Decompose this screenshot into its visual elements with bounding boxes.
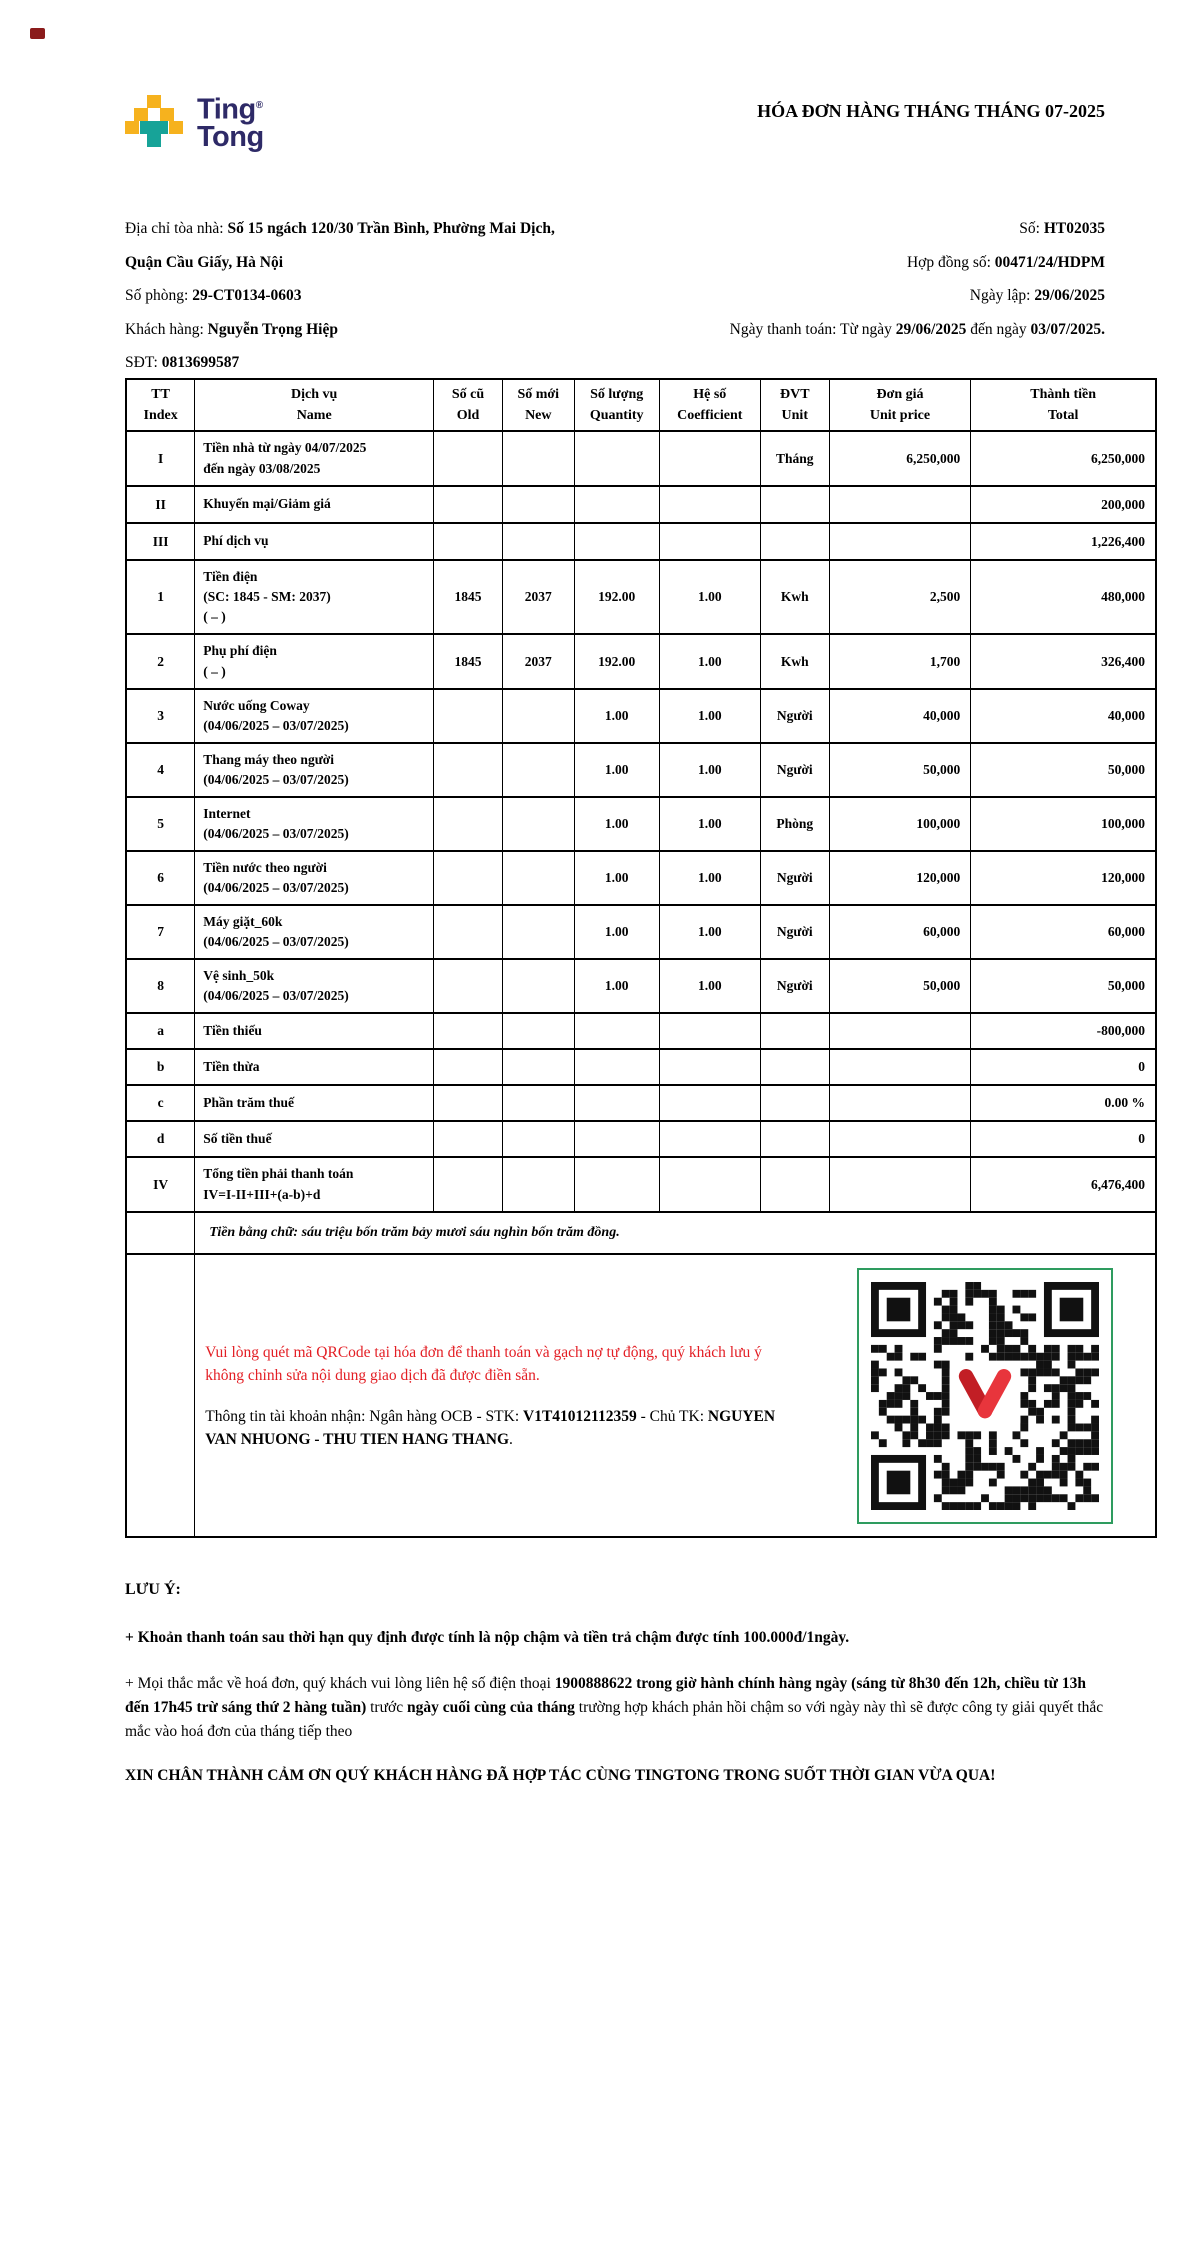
unit-price [829,486,971,523]
invoice-info [125,212,1105,380]
qr-payment-note: Vui lòng quét mã QRCode tại hóa đơn để thanh toán và gạch nợ tự động, quý khách lưu ý không chỉnh sửa nội dung giao dịch đã được điền sẵn. [205,1343,762,1384]
old-reading [434,743,503,797]
col-header-old: Số cũ Old [434,379,503,431]
total: 0 [971,1121,1156,1157]
row-index: c [126,1085,195,1121]
unit-price: 120,000 [829,851,971,905]
new-reading [502,486,574,523]
new-reading [502,1013,574,1049]
unit-price [829,1157,971,1212]
col-header-total: Thành tiền Total [971,379,1156,431]
page-title: HÓA ĐƠN HÀNG THÁNG THÁNG 07-2025 [757,101,1105,121]
quantity: 1.00 [574,689,659,743]
table-row [126,1013,1156,1049]
row-index: I [126,431,195,486]
address-label: Địa chỉ tòa nhà: [125,220,228,237]
note-late-payment: + Khoản thanh toán sau thời hạn quy định được tính là nộp chậm và tiền trả chậm được tính 100.000đ/1ngày. [125,1629,850,1646]
info-row [125,346,1105,380]
col-header-unit: ĐVT Unit [760,379,829,431]
unit [760,486,829,523]
qr-code-image [871,1282,1099,1510]
unit: Kwh [760,634,829,689]
quantity: 192.00 [574,560,659,634]
service-name: Máy giặt_60k (04/06/2025 – 03/07/2025) [195,905,434,959]
notes-heading: LƯU Ý: [125,1581,181,1598]
table-row [126,1121,1156,1157]
total: -800,000 [971,1013,1156,1049]
table-header-row [126,379,1156,431]
row-index: 6 [126,851,195,905]
old-reading [434,851,503,905]
info-row [125,279,1105,313]
tingtong-logo-icon [125,95,183,148]
coefficient [659,431,760,486]
service-name: Số tiền thuế [195,1121,434,1157]
note-segment: ngày cuối cùng của tháng [406,1699,575,1716]
new-reading [502,743,574,797]
closing-thanks: XIN CHÂN THÀNH CẢM ƠN QUÝ KHÁCH HÀNG ĐÃ HỢP TÁC CÙNG TINGTONG TRONG SUỐT THỜI GIAN VỪA QUA! [125,1767,996,1784]
row-index: 2 [126,634,195,689]
quantity: 1.00 [574,905,659,959]
quantity [574,1013,659,1049]
coefficient: 1.00 [659,634,760,689]
total: 200,000 [971,486,1156,523]
old-reading: 1845 [434,634,503,689]
row-index: III [126,523,195,560]
coefficient [659,1085,760,1121]
amount-in-words-row [126,1212,1156,1254]
row-index: 3 [126,689,195,743]
old-reading [434,1013,503,1049]
coefficient [659,1013,760,1049]
quantity: 1.00 [574,959,659,1013]
total: 50,000 [971,959,1156,1013]
info-row [125,246,1105,280]
phone-value: 0813699587 [161,354,240,371]
invoice-header [125,92,264,151]
old-reading [434,959,503,1013]
total: 6,250,000 [971,431,1156,486]
address-value-2: Quận Cầu Giấy, Hà Nội [125,253,284,271]
unit-price: 2,500 [829,560,971,634]
note-segment: trường hợp khách phản hồi chậm so với ngày này thì sẽ được công ty giải quyết thắc mắc vào hoá đơn của tháng tiếp theo [125,1699,1104,1740]
amount-in-words [195,1212,1156,1254]
old-reading [434,431,503,486]
corner-mark [30,28,45,39]
table-row [126,486,1156,523]
total: 40,000 [971,689,1156,743]
info-row [125,313,1105,347]
table-row [126,1157,1156,1212]
col-header-coefficient: Hệ số Coefficient [659,379,760,431]
issue-date-label: Ngày lập: [969,287,1035,304]
row-index: IV [126,1157,195,1212]
qr-code [857,1268,1113,1524]
table-row [126,1049,1156,1085]
quantity [574,431,659,486]
room-label: Số phòng: [125,287,193,304]
old-reading [434,905,503,959]
coefficient [659,523,760,560]
row-index: 4 [126,743,195,797]
service-name: Tiền nhà từ ngày 04/07/2025 đến ngày 03/08/2025 [195,431,434,486]
total: 480,000 [971,560,1156,634]
note-hotline [125,1672,1110,1744]
col-header-name: Dịch vụ Name [195,379,434,431]
invoice-no-label: Số: [1019,220,1044,237]
table-row [126,851,1156,905]
new-reading: 2037 [502,634,574,689]
invoice-no-value: HT02035 [1043,220,1106,237]
service-name: Tổng tiền phải thanh toán IV=I-II+III+(a-b)+d [195,1157,434,1212]
unit-price: 40,000 [829,689,971,743]
table-row [126,523,1156,560]
row-index: 7 [126,905,195,959]
note-segment: + Mọi thắc mắc về hoá đơn, quý khách vui lòng liên hệ số điện thoại [125,1675,555,1692]
unit-price [829,1121,971,1157]
coefficient: 1.00 [659,851,760,905]
new-reading [502,905,574,959]
unit [760,523,829,560]
note-segment: trước [366,1699,407,1716]
old-reading [434,1049,503,1085]
note-segment: 1900888622 trong giờ hành chính hàng ngày (sáng từ 8h30 đến 12h, chiều từ 13h đến 17h45 trừ sáng thứ 2 hàng tuần) [125,1675,1086,1716]
coefficient: 1.00 [659,743,760,797]
total: 0.00 % [971,1085,1156,1121]
payment-from: 29/06/2025 [895,320,967,338]
old-reading [434,797,503,851]
issue-date-value: 29/06/2025 [1034,287,1105,304]
table-row [126,689,1156,743]
coefficient [659,1157,760,1212]
col-header-quantity: Số lượng Quantity [574,379,659,431]
customer-label: Khách hàng: [125,320,208,338]
unit [760,1049,829,1085]
service-name: Tiền thừa [195,1049,434,1085]
total: 60,000 [971,905,1156,959]
registered-mark: ® [255,100,263,111]
unit-price [829,1049,971,1085]
quantity: 1.00 [574,743,659,797]
quantity [574,1121,659,1157]
service-name: Phụ phí điện ( – ) [195,634,434,689]
row-index: 5 [126,797,195,851]
unit: Tháng [760,431,829,486]
new-reading [502,959,574,1013]
service-name: Nước uống Coway (04/06/2025 – 03/07/2025) [195,689,434,743]
unit-price: 100,000 [829,797,971,851]
logo-line1: Ting [197,93,256,126]
coefficient: 1.00 [659,959,760,1013]
table-row [126,743,1156,797]
total: 50,000 [971,743,1156,797]
unit-price [829,1085,971,1121]
total: 120,000 [971,851,1156,905]
new-reading [502,1085,574,1121]
unit-price: 6,250,000 [829,431,971,486]
unit: Người [760,905,829,959]
tingtong-logo [125,92,264,151]
new-reading [502,689,574,743]
new-reading [502,1157,574,1212]
tingtong-logo-text [197,92,264,151]
contract-label: Hợp đồng số: [906,253,995,271]
old-reading [434,689,503,743]
coefficient [659,486,760,523]
qr-instructions [205,1341,790,1451]
unit-price: 50,000 [829,959,971,1013]
new-reading [502,1121,574,1157]
total: 326,400 [971,634,1156,689]
service-name: Internet (04/06/2025 – 03/07/2025) [195,797,434,851]
account-prefix: Thông tin tài khoản nhận: Ngân hàng OCB - STK: [205,1407,524,1425]
room-value: 29-CT0134-0603 [192,287,302,304]
quantity [574,1085,659,1121]
payment-to: 03/07/2025. [1030,320,1106,338]
customer-value: Nguyễn Trọng Hiệp [207,320,338,338]
service-name: Tiền điện (SC: 1845 - SM: 2037) ( – ) [195,560,434,634]
new-reading [502,797,574,851]
unit-price: 50,000 [829,743,971,797]
unit-price [829,523,971,560]
table-row [126,1085,1156,1121]
quantity [574,523,659,560]
total: 1,226,400 [971,523,1156,560]
table-row [126,634,1156,689]
coefficient: 1.00 [659,797,760,851]
unit-price: 1,700 [829,634,971,689]
address-value: Số 15 ngách 120/30 Trần Bình, Phường Mai Dịch, [227,220,555,237]
row-index: b [126,1049,195,1085]
total: 100,000 [971,797,1156,851]
col-header-new: Số mới New [502,379,574,431]
service-name: Tiền thiếu [195,1013,434,1049]
new-reading [502,431,574,486]
row-index: a [126,1013,195,1049]
unit: Người [760,959,829,1013]
coefficient: 1.00 [659,560,760,634]
amount-in-words-label: Tiền bằng chữ: [209,1225,302,1240]
phone-label: SĐT: [125,354,162,371]
coefficient: 1.00 [659,689,760,743]
unit [760,1121,829,1157]
col-header-index: TT Index [126,379,195,431]
service-name: Tiền nước theo người (04/06/2025 – 03/07/2025) [195,851,434,905]
total: 6,476,400 [971,1157,1156,1212]
quantity [574,1157,659,1212]
invoice-table-wrap [125,378,1157,1538]
table-row [126,959,1156,1013]
new-reading [502,523,574,560]
unit [760,1157,829,1212]
old-reading [434,523,503,560]
unit: Người [760,743,829,797]
table-row [126,905,1156,959]
new-reading: 2037 [502,560,574,634]
quantity: 1.00 [574,797,659,851]
old-reading [434,486,503,523]
unit: Người [760,851,829,905]
unit: Người [760,689,829,743]
service-name: Phần trăm thuế [195,1085,434,1121]
unit [760,1013,829,1049]
info-row [125,212,1105,246]
row-index: 1 [126,560,195,634]
unit [760,1085,829,1121]
service-name: Thang máy theo người (04/06/2025 – 03/07/2025) [195,743,434,797]
service-name: Phí dịch vụ [195,523,434,560]
account-number: V1T41012112359 [523,1407,637,1425]
service-name: Vệ sinh_50k (04/06/2025 – 03/07/2025) [195,959,434,1013]
quantity: 1.00 [574,851,659,905]
service-name: Khuyến mại/Giảm giá [195,486,434,523]
table-row [126,560,1156,634]
account-holder: NGUYEN VAN NHUONG - THU TIEN HANG THANG [205,1407,776,1448]
unit-price: 60,000 [829,905,971,959]
account-suffix: . [509,1430,513,1448]
payment-mid: đến ngày [966,320,1031,338]
old-reading [434,1085,503,1121]
logo-line2: Tong [197,120,264,153]
coefficient [659,1049,760,1085]
quantity: 192.00 [574,634,659,689]
unit: Kwh [760,560,829,634]
total: 0 [971,1049,1156,1085]
account-mid: - Chủ TK: [636,1407,708,1425]
row-index: 8 [126,959,195,1013]
account-info [205,1405,790,1451]
new-reading [502,1049,574,1085]
quantity [574,1049,659,1085]
notes-section [125,1578,1110,1788]
old-reading [434,1157,503,1212]
old-reading [434,1121,503,1157]
new-reading [502,851,574,905]
coefficient: 1.00 [659,905,760,959]
qr-row [126,1254,1156,1537]
invoice-table [125,378,1157,1538]
contract-value: 00471/24/HDPM [994,253,1106,271]
col-header-unit-price: Đơn giá Unit price [829,379,971,431]
table-row [126,431,1156,486]
row-index: II [126,486,195,523]
table-row [126,797,1156,851]
unit: Phòng [760,797,829,851]
payment-label: Ngày thanh toán: Từ ngày [729,320,896,338]
old-reading: 1845 [434,560,503,634]
amount-in-words-value: sáu triệu bốn trăm bảy mươi sáu nghìn bốn trăm đồng. [301,1225,620,1240]
unit-price [829,1013,971,1049]
quantity [574,486,659,523]
coefficient [659,1121,760,1157]
row-index: d [126,1121,195,1157]
